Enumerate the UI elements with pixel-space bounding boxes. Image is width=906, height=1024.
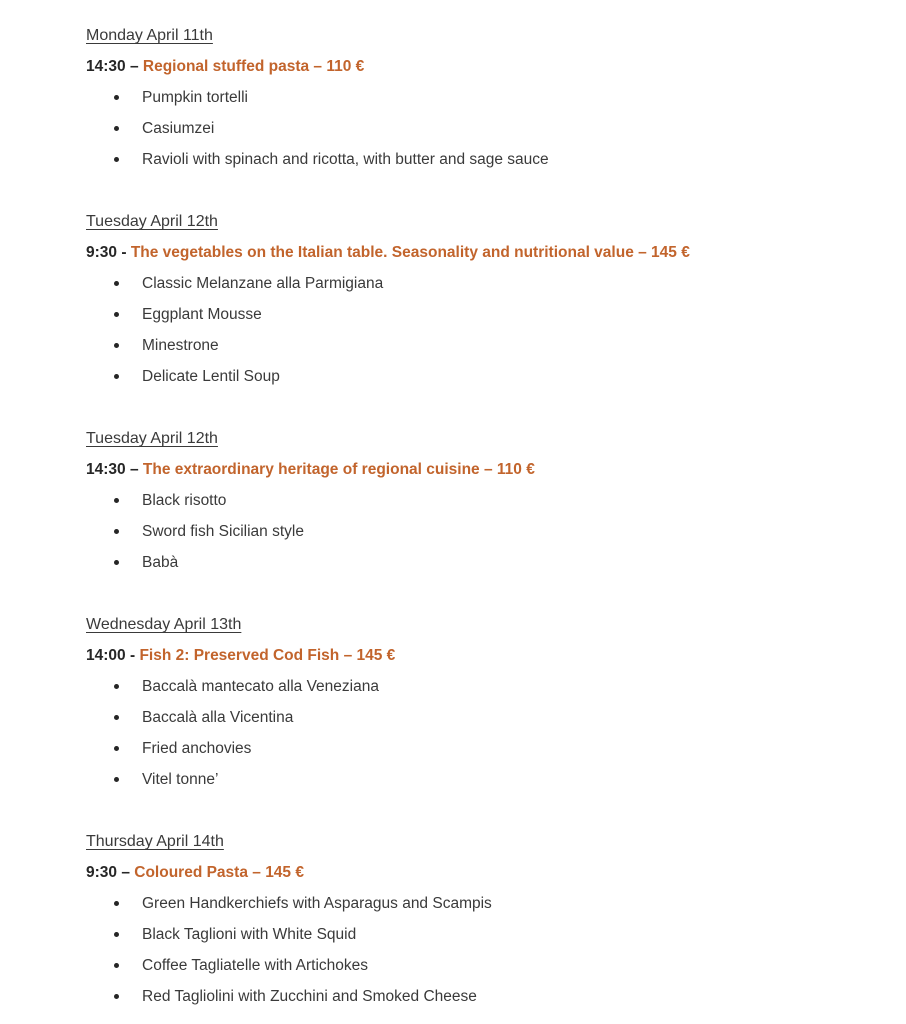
dish-item: Sword fish Sicilian style	[86, 516, 876, 547]
course-title: Fish 2: Preserved Cod Fish – 145 €	[139, 647, 396, 664]
day-section	[86, 423, 876, 578]
dish-item: Green Handkerchiefs with Asparagus and Scampis	[86, 888, 876, 919]
course-line	[86, 857, 876, 888]
dish-item: Baccalà alla Vicentina	[86, 702, 876, 733]
dish-item: Vitel tonne’	[86, 764, 876, 795]
date-heading: Thursday April 14th	[86, 833, 224, 850]
dish-item: Coffee Tagliatelle with Artichokes	[86, 950, 876, 981]
dish-item: Baccalà mantecato alla Veneziana	[86, 671, 876, 702]
day-section	[86, 20, 876, 175]
date-heading: Tuesday April 12th	[86, 213, 218, 230]
day-section	[86, 826, 876, 1012]
course-title: The vegetables on the Italian table. Seasonality and nutritional value – 145 €	[130, 244, 690, 261]
course-time: 14:30 –	[86, 58, 139, 75]
course-time: 9:30 –	[86, 864, 130, 881]
dish-item: Babà	[86, 547, 876, 578]
dish-item: Minestrone	[86, 330, 876, 361]
dish-item: Classic Melanzane alla Parmigiana	[86, 268, 876, 299]
dish-list	[86, 268, 876, 392]
date-heading: Tuesday April 12th	[86, 430, 218, 447]
dish-list	[86, 485, 876, 578]
course-time: 9:30 -	[86, 244, 127, 261]
dish-item: Black risotto	[86, 485, 876, 516]
dish-item: Fried anchovies	[86, 733, 876, 764]
dish-item: Eggplant Mousse	[86, 299, 876, 330]
course-line	[86, 51, 876, 82]
dish-item: Ravioli with spinach and ricotta, with butter and sage sauce	[86, 144, 876, 175]
course-title: The extraordinary heritage of regional cuisine – 110 €	[142, 461, 535, 478]
course-line	[86, 237, 876, 268]
dish-list	[86, 888, 876, 1012]
dish-item: Delicate Lentil Soup	[86, 361, 876, 392]
day-section	[86, 206, 876, 392]
dish-item: Casiumzei	[86, 113, 876, 144]
dish-item: Red Tagliolini with Zucchini and Smoked Cheese	[86, 981, 876, 1012]
dish-item: Black Taglioni with White Squid	[86, 919, 876, 950]
course-title: Coloured Pasta – 145 €	[134, 864, 304, 881]
course-time: 14:30 –	[86, 461, 139, 478]
dish-list	[86, 82, 876, 175]
course-line	[86, 640, 876, 671]
dish-list	[86, 671, 876, 795]
course-title: Regional stuffed pasta – 110 €	[142, 58, 365, 75]
course-time: 14:00 -	[86, 647, 136, 664]
dish-item: Pumpkin tortelli	[86, 82, 876, 113]
course-line	[86, 454, 876, 485]
day-section	[86, 609, 876, 795]
date-heading: Wednesday April 13th	[86, 616, 242, 633]
date-heading: Monday April 11th	[86, 27, 213, 44]
